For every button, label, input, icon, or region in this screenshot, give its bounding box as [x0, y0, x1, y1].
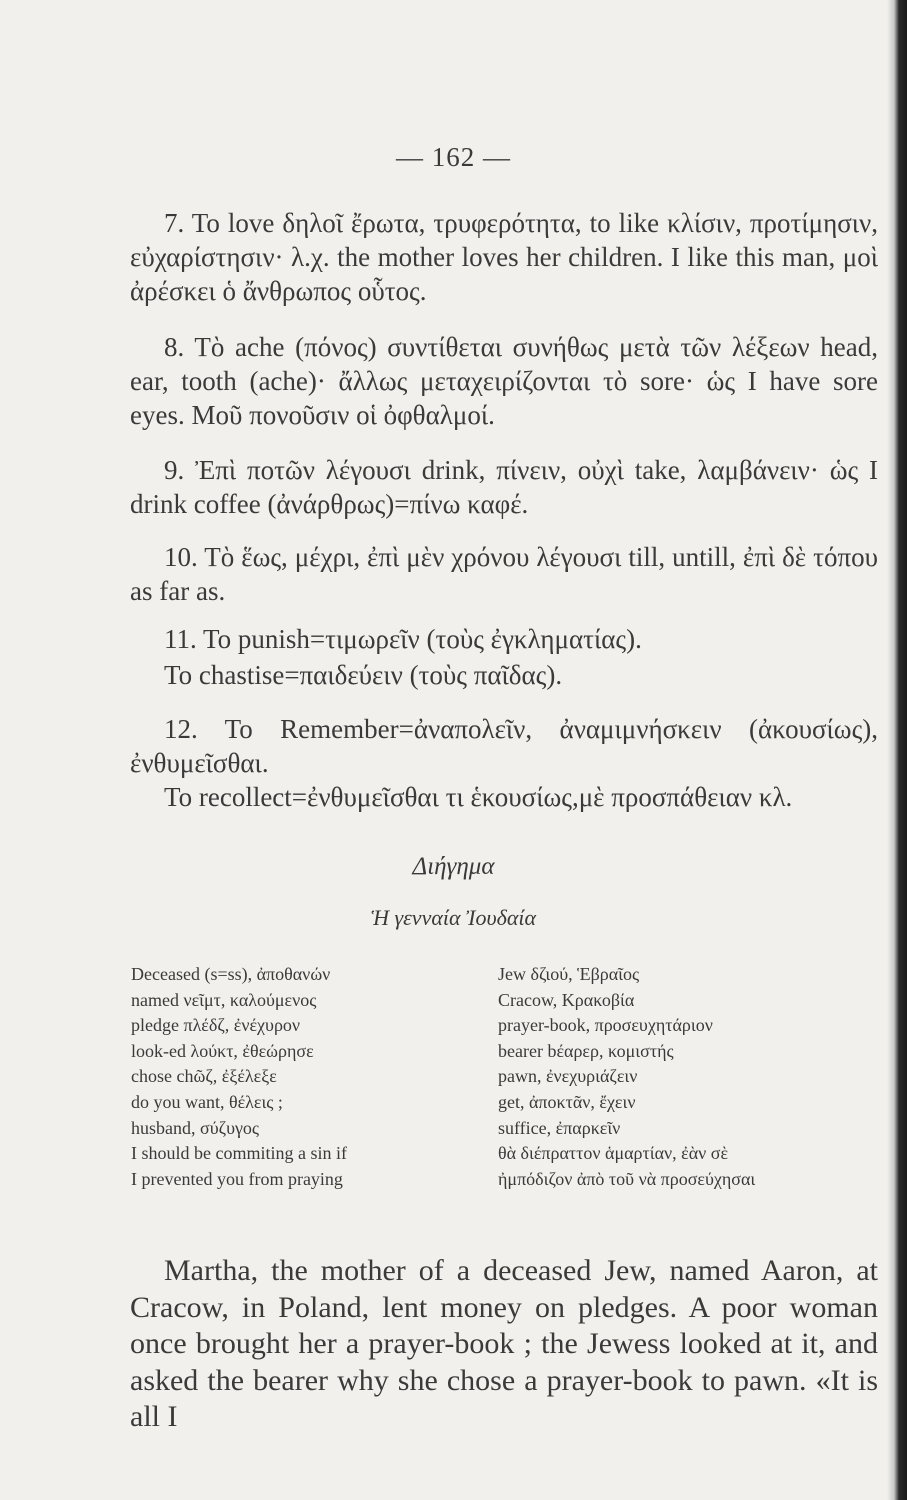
vocab-right-item: get, ἀποκτᾶν, ἔχειν	[498, 1091, 636, 1112]
paragraph-8: 8. Τὸ ache (πόνος) συντίθεται συνήθως μετὰ τῶν λέξεων head, ear, tooth (ache)· ἄλλως μεταχειρίζονται τὸ sore· ὡς I have sore eyes. Μοῦ πονοῦσιν οἱ ὀφθαλμοί.	[130, 332, 878, 430]
vocab-left-item: I prevented you from praying	[131, 1168, 343, 1189]
vocab-right-item: pawn, ἐνεχυριάζειν	[498, 1066, 638, 1087]
vocab-left-item: look-ed λούκτ, ἐθεώρησε	[131, 1040, 314, 1061]
vocab-left-item: named νεῖμτ, καλούμενος	[131, 989, 317, 1010]
paragraph-12: 12. To Remember=ἀναπολεῖν, ἀναμιμνήσκειν (ἀκουσίως), ἐνθυμεῖσθαι.	[130, 714, 878, 778]
page-number: — 162 —	[396, 142, 511, 172]
vocab-left-item: do you want, θέλεις ;	[131, 1091, 283, 1112]
paragraph-9: 9. Ἐπὶ ποτῶν λέγουσι drink, πίνειν, οὐχὶ take, λαμβάνειν· ὡς I drink coffee (ἀνάρθρως)=πίνω καφέ.	[130, 455, 878, 519]
section-heading: Διήγημα	[412, 853, 495, 880]
vocab-right-item: Jew δζιού, Ἑβραῖος	[498, 964, 640, 984]
vocabulary-list	[131, 962, 891, 1192]
vocab-right-item: ἠμπόδιζον ἀπὸ τοῦ νὰ προσεύχησαι	[498, 1168, 756, 1189]
vocab-left-item: husband, σύζυγος	[131, 1117, 260, 1138]
paragraph-11-chastise: To chastise=παιδεύειν (τοὺς παῖδας).	[164, 660, 563, 690]
vocab-right-item: θὰ διέπραττον ἁμαρτίαν, ἐὰν σὲ	[498, 1143, 729, 1164]
vocab-right-item: Cracow, Κρακοβία	[498, 989, 635, 1010]
story-paragraph: Martha, the mother of a deceased Jew, named Aaron, at Cracow, in Poland, lent money on pledges. A poor woman once brought her a prayer-book ; the Jewess looked at it, and asked the bearer why she chose a prayer-book to pawn. «It is all I	[130, 1254, 878, 1433]
paragraph-10: 10. Τὸ ἕως, μέχρι, ἐπὶ μὲν χρόνου λέγουσι till, untill, ἐπὶ δὲ τόπου as far as.	[130, 542, 878, 606]
paragraph-12-recollect: To recollect=ἐνθυμεῖσθαι τι ἑκουσίως,μὲ προσπάθειαν κλ.	[164, 782, 793, 812]
vocab-right-item: prayer-book, προσευχητάριον	[498, 1015, 713, 1036]
paragraph-7: 7. To love δηλοῖ ἔρωτα, τρυφερότητα, to like κλίσιν, προτίμησιν, εὐχαρίστησιν· λ.χ. the mother loves her children. I like this man, μοὶ ἀρέσκει ὁ ἄνθρωπος οὗτος.	[130, 208, 878, 306]
vocab-left-item: Deceased (s=ss), ἀποθανών	[131, 964, 331, 984]
vocab-left-item: pledge πλέδζ, ἐνέχυρον	[131, 1015, 301, 1036]
paragraph-11: 11. To punish=τιμωρεῖν (τοὺς ἐγκληματίας).	[164, 624, 642, 654]
page-edge-shadow	[887, 0, 907, 1500]
vocab-left-item: chose chῶζ, ἐξέλεξε	[131, 1066, 277, 1087]
story-title: Ἡ γενναία Ἰουδαία	[370, 905, 537, 930]
vocab-left-item: I should be commiting a sin if	[131, 1143, 347, 1164]
vocab-right-item: bearer bέαρερ, κομιστής	[498, 1040, 674, 1061]
vocab-right-item: suffice, ἐπαρκεῖν	[498, 1117, 621, 1138]
